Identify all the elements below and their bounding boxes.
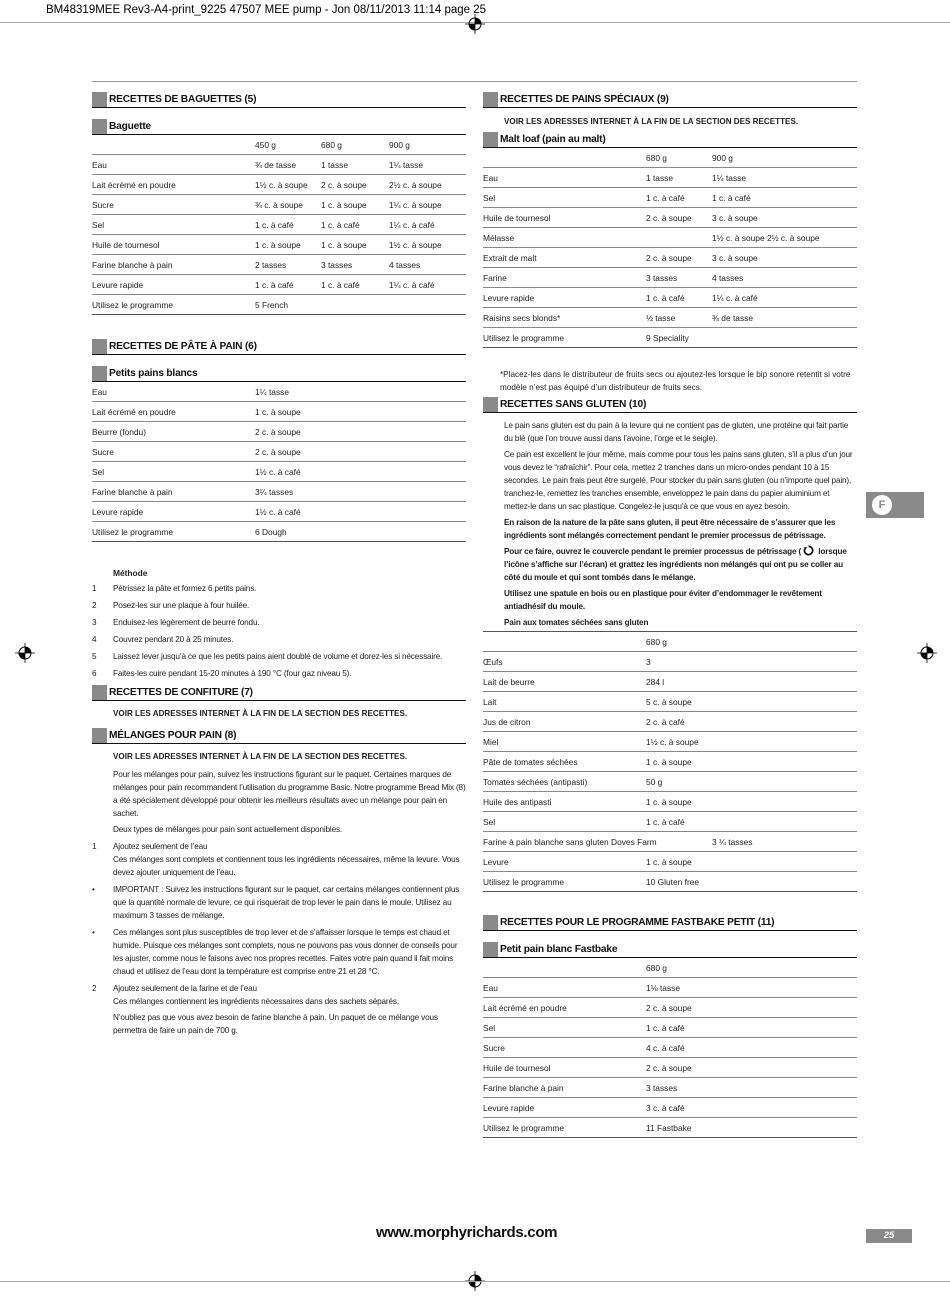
table-cell-value: 2 c. à soupe	[321, 179, 367, 190]
table-cell-value: 2 c. à soupe	[646, 1002, 692, 1013]
table-row	[92, 255, 466, 275]
section-heading-pate: RECETTES DE PÂTE À PAIN (6)	[92, 339, 466, 355]
table-cell-label: Beurre (fondu)	[92, 426, 146, 437]
section-heading-gluten: RECETTES SANS GLUTEN (10)	[483, 397, 857, 413]
heading-marker	[483, 915, 498, 930]
heading-marker	[92, 339, 107, 354]
table-header-row	[92, 135, 466, 155]
table-cell-value: 1 c. à soupe	[646, 756, 692, 767]
table-cell-label: Lait	[483, 696, 497, 707]
table-cell-label: Raisins secs blonds*	[483, 312, 561, 323]
table-cell-label: Utilisez le programme	[92, 526, 173, 537]
table-cell-label: Huile de tournesol	[483, 1062, 551, 1073]
step-number: 3	[92, 618, 97, 627]
table-cell-label: Huile de tournesol	[483, 212, 551, 223]
table-cell-label: Levure rapide	[92, 279, 144, 290]
page-number: 25	[866, 1229, 912, 1243]
table-cell-value: 1 c. à soupe	[646, 796, 692, 807]
table-row	[483, 1098, 857, 1118]
melanges-intro: Pour les mélanges pour pain, suivez les instructions figurant sur le paquet. Certaines marques de mélanges pour pain recommandent l’utilisation du programme Basic. Notre programme Bread Mix (8) a été spécialement développé pour obtenir les meilleurs résultats avec un mélange pour pain en sachet.	[113, 770, 466, 818]
section-heading-baguettes: RECETTES DE BAGUETTES (5)	[92, 92, 466, 108]
table-cell-value: 1 tasse	[646, 172, 674, 183]
table-row	[483, 1078, 857, 1098]
table-cell-value: 1½ c. à soupe	[255, 179, 308, 190]
gluten-storage: Ce pain est excellent le jour même, mais comme pour tous les pains sans gluten, s’il a plus d’un jour vous devez le “rafraîchir”. Pour cela, mettez 2 tranches dans un micro-ondes pendant 10 à 15 secondes. Le pain frais peut être surgelé. Pour stocker du pain sans gluten (ou n’importe quel pain), tranchez-le, remettez les tranches ensemble, enveloppez le pain dans du papier aluminium et mettez-le dans un sac plastique. Congelez-le jusqu’à ce que vous en ayez besoin.	[504, 450, 853, 511]
method-step	[92, 631, 466, 648]
table-cell-value: 1¼ c. à café	[712, 292, 758, 303]
table-row	[483, 308, 857, 328]
table-cell-value: 50 g	[646, 776, 663, 787]
table-cell-value: 1 c. à café	[321, 219, 360, 230]
table-cell-value: 2 c. à soupe	[255, 446, 301, 457]
table-cell-value: 3 tasses	[646, 272, 678, 283]
table-cell-label: Farine blanche à pain	[92, 259, 173, 270]
table-row	[92, 442, 466, 462]
recipe-heading-tomates: Pain aux tomates séchées sans gluten	[504, 618, 649, 627]
table-cell-value: 3 c. à soupe	[712, 252, 758, 263]
table-cell-label: Sel	[483, 192, 496, 203]
table-cell-label: Farine à pain blanche sans gluten Doves Farm	[483, 836, 657, 847]
method-step	[92, 597, 466, 614]
table-row	[483, 228, 857, 248]
speciaux-note: VOIR LES ADRESSES INTERNET À LA FIN DE LA SECTION DES RECETTES.	[504, 117, 799, 126]
table-cell-value: 900 g	[389, 139, 410, 150]
table-row	[483, 732, 857, 752]
table-row	[92, 215, 466, 235]
table-cell-value: 5 French	[255, 299, 289, 310]
step-number: 6	[92, 669, 97, 678]
table-cell-value: 1½ c. à soupe	[389, 239, 442, 250]
method-steps	[92, 580, 466, 682]
table-row	[483, 1058, 857, 1078]
table-cell-value: 3 c. à café	[646, 1102, 685, 1113]
table-cell-value: 1 c. à café	[255, 279, 294, 290]
table-cell-value: 3¼ tasses	[255, 486, 294, 497]
table-cell-value: ¾ c. à soupe	[255, 199, 303, 210]
step-text: Enduisez-les légèrement de beurre fondu.	[113, 618, 260, 627]
recipe-heading-malt-loaf: Malt loaf (pain au malt)	[483, 132, 857, 148]
melanges-note: VOIR LES ADRESSES INTERNET À LA FIN DE LA SECTION DES RECETTES.	[113, 752, 408, 761]
method-step	[92, 580, 466, 597]
table-cell-label: Farine blanche à pain	[92, 486, 173, 497]
table-cell-value: ¾ de tasse	[712, 312, 753, 323]
table-row	[92, 522, 466, 542]
table-cell-label: Levure	[483, 856, 509, 867]
table-cell-value: 3	[646, 656, 651, 667]
table-cell-value: 2 c. à soupe	[646, 212, 692, 223]
recipe-heading-baguette: Baguette	[92, 119, 466, 135]
table-cell-value: 1 c. à soupe	[321, 239, 367, 250]
table-cell-label: Eau	[483, 172, 498, 183]
table-cell-value: 6 Dough	[255, 526, 287, 537]
recipe-heading-petits-pains: Petits pains blancs	[92, 366, 466, 382]
table-cell-value: 900 g	[712, 152, 733, 163]
table-cell-value: 2 tasses	[255, 259, 287, 270]
table-cell-value: 680 g	[646, 962, 667, 973]
step-number: 2	[92, 601, 97, 610]
table-row	[483, 248, 857, 268]
table-cell-value: 9 Speciality	[646, 332, 689, 343]
table-cell-label: Extrait de malt	[483, 252, 537, 263]
table-row	[92, 275, 466, 295]
table-row	[483, 268, 857, 288]
table-cell-value: 1 c. à café	[712, 192, 751, 203]
table-cell-label: Farine	[483, 272, 507, 283]
table-cell-label: Huile des antipasti	[483, 796, 552, 807]
table-cell-value: 284 l	[646, 676, 665, 687]
heading-marker	[92, 119, 107, 134]
table-row	[483, 188, 857, 208]
tomates-table	[483, 631, 857, 892]
list-item: • IMPORTANT : Suivez les instructions figurant sur le paquet, car certains mélanges contiennent plus que la quantité normale de levure, ce qui risquerait de trop lever le pain dans le moule. Utilisez au maximum 3 tasses de mélange.	[92, 885, 460, 920]
table-row	[483, 772, 857, 792]
table-cell-value: 10 Gluten free	[646, 876, 700, 887]
website-url: www.morphyrichards.com	[376, 1224, 558, 1241]
table-cell-label: Jus de citron	[483, 716, 531, 727]
table-cell-label: Utilisez le programme	[483, 1122, 564, 1133]
gluten-intro: Le pain sans gluten est du pain à la levure qui ne contient pas de gluten, une protéine qui fait partie du blé (que l’on trouve aussi dans l’avoine, l’orge et le seigle).	[504, 421, 849, 443]
table-row	[483, 328, 857, 348]
table-cell-label: Lait de beurre	[483, 676, 535, 687]
registration-mark-top	[465, 14, 485, 34]
gluten-scrape: Pour ce faire, ouvrez le couvercle pendant le premier processus de pétrissage ( lorsque l’icône s’affiche sur l’écran) et grattez les ingrédients non mélangés qui ont pu se coller au côté du moule et qui sont tombés dans le mélange.	[504, 547, 847, 582]
registration-mark-right	[917, 643, 937, 663]
table-cell-value: 3 tasses	[321, 259, 353, 270]
heading-marker	[483, 92, 498, 107]
table-row	[92, 235, 466, 255]
table-header-row	[483, 148, 857, 168]
table-cell-value: 680 g	[646, 636, 667, 647]
table-row	[483, 1038, 857, 1058]
table-cell-value: 1⅛ tasse	[646, 982, 680, 993]
step-text: Couvrez pendant 20 à 25 minutes.	[113, 635, 234, 644]
table-cell-value: 1 c. à café	[646, 292, 685, 303]
gluten-spatula: Utilisez une spatule en bois ou en plastique pour éviter d’endommager le revêtement antiadhésif du moule.	[504, 589, 822, 611]
table-cell-label: Œufs	[483, 656, 503, 667]
table-row	[483, 208, 857, 228]
table-cell-label: Eau	[92, 386, 107, 397]
table-row	[483, 288, 857, 308]
table-row	[92, 175, 466, 195]
malt-footnote: *Placez-les dans le distributeur de fruits secs ou ajoutez-les lorsque le bip sonore retentit si votre modèle n’est pas équipé d’un distributeur de fruits secs.	[500, 370, 851, 392]
table-cell-label: Sel	[92, 219, 105, 230]
table-cell-value: 1 c. à café	[646, 1022, 685, 1033]
table-header-row	[483, 632, 857, 652]
method-step	[92, 665, 466, 682]
top-rule	[92, 81, 857, 82]
table-row	[483, 998, 857, 1018]
table-row	[483, 872, 857, 892]
table-row	[483, 852, 857, 872]
petits-pains-table	[92, 382, 466, 542]
method-step	[92, 648, 466, 665]
table-row	[483, 752, 857, 772]
table-cell-value: 3 tasses	[646, 1082, 678, 1093]
fastbake-table	[483, 958, 857, 1138]
left-column	[92, 92, 466, 1037]
table-cell-value: 1¼ c. à soupe	[389, 199, 442, 210]
table-cell-label: Mélasse	[483, 232, 515, 243]
table-cell-value: 2 c. à soupe	[646, 252, 692, 263]
malt-loaf-table	[483, 148, 857, 348]
method-step	[92, 614, 466, 631]
heading-marker	[483, 942, 498, 957]
table-cell-label: Pâte de tomates séchées	[483, 756, 578, 767]
table-cell-label: Sucre	[483, 1042, 505, 1053]
table-cell-value: ½ tasse	[646, 312, 676, 323]
table-cell-value: 1¼ tasse	[389, 159, 423, 170]
table-cell-label: Tomates séchées (antipasti)	[483, 776, 588, 787]
table-row	[483, 812, 857, 832]
table-cell-value: 2 c. à soupe	[255, 426, 301, 437]
table-cell-label: Miel	[483, 736, 499, 747]
print-slug: BM48319MEE Rev3-A4-print_9225 47507 MEE pump - Jon 08/11/2013 11:14 page 25	[46, 4, 487, 16]
table-row	[483, 1018, 857, 1038]
table-cell-label: Levure rapide	[92, 506, 144, 517]
right-column	[483, 92, 857, 1138]
melanges-types: Deux types de mélanges pour pain sont actuellement disponibles.	[113, 825, 343, 834]
registration-mark-left	[15, 643, 35, 663]
table-row	[483, 168, 857, 188]
step-text: Laissez lever jusqu’à ce que les petits pains aient doublé de volume et dorez-les si nécessaire.	[113, 652, 443, 661]
table-cell-label: Utilisez le programme	[92, 299, 173, 310]
table-cell-value: 1½ c. à café	[255, 506, 301, 517]
table-row	[92, 422, 466, 442]
table-row	[483, 712, 857, 732]
step-number: 4	[92, 635, 97, 644]
bottom-rule	[0, 1281, 950, 1282]
table-cell-label: Utilisez le programme	[483, 876, 564, 887]
table-cell-value: 4 tasses	[712, 272, 744, 283]
melanges-list	[92, 840, 466, 1037]
table-row	[483, 1118, 857, 1138]
table-row	[92, 295, 466, 315]
methode-heading: Méthode	[113, 568, 148, 578]
list-item: 1 Ajoutez seulement de l’eau Ces mélanges sont complets et contiennent tous les ingrédients nécessaires, même la levure. Vous devez ajouter uniquement de l’eau.	[92, 842, 460, 877]
table-cell-value: 3 ¼ tasses	[712, 836, 753, 847]
baguette-table	[92, 135, 466, 315]
table-cell-value: 1 c. à soupe	[646, 856, 692, 867]
heading-marker	[92, 92, 107, 107]
step-text: Posez-les sur une plaque à four huilée.	[113, 601, 250, 610]
heading-marker	[92, 728, 107, 743]
table-cell-value: 1¼ tasse	[255, 386, 289, 397]
language-tab	[866, 492, 924, 518]
table-cell-value: 1 c. à café	[646, 816, 685, 827]
table-cell-value: 1½ c. à café	[255, 466, 301, 477]
table-cell-value: 2½ c. à soupe	[389, 179, 442, 190]
table-cell-label: Eau	[92, 159, 107, 170]
table-cell-value: 1½ c. à soupe	[646, 736, 699, 747]
table-cell-label: Huile de tournesol	[92, 239, 160, 250]
table-cell-label: Levure rapide	[483, 292, 535, 303]
table-cell-value: 1 c. à soupe	[321, 199, 367, 210]
table-cell-value: 11 Fastbake	[646, 1122, 692, 1133]
table-cell-label: Sucre	[92, 199, 114, 210]
section-heading-fastbake: RECETTES POUR LE PROGRAMME FASTBAKE PETIT (11)	[483, 915, 857, 931]
table-cell-value: 4 tasses	[389, 259, 421, 270]
heading-marker	[483, 397, 498, 412]
table-cell-value: 2 c. à café	[646, 716, 685, 727]
heading-marker	[92, 685, 107, 700]
section-heading-speciaux: RECETTES DE PAINS SPÉCIAUX (9)	[483, 92, 857, 108]
table-header-row	[483, 958, 857, 978]
table-row	[483, 792, 857, 812]
table-row	[92, 382, 466, 402]
table-cell-value: 1 c. à soupe	[255, 239, 301, 250]
table-cell-value: 680 g	[321, 139, 342, 150]
heading-marker	[92, 366, 107, 381]
table-cell-value: 1¼ c. à café	[389, 279, 435, 290]
confiture-note: VOIR LES ADRESSES INTERNET À LA FIN DE LA SECTION DES RECETTES.	[113, 709, 408, 718]
table-row	[92, 155, 466, 175]
table-row	[92, 195, 466, 215]
table-cell-label: Sel	[483, 1022, 496, 1033]
step-text: Faites-les cuire pendant 15-20 minutes à 190 °C (four gaz niveau 5).	[113, 669, 352, 678]
table-cell-value: 1 c. à café	[255, 219, 294, 230]
table-cell-value: 1 c. à café	[321, 279, 360, 290]
table-row	[483, 832, 857, 852]
table-cell-label: Levure rapide	[483, 1102, 535, 1113]
table-cell-value: 680 g	[646, 152, 667, 163]
recipe-heading-fastbake: Petit pain blanc Fastbake	[483, 942, 857, 958]
table-row	[92, 482, 466, 502]
table-cell-label: Sucre	[92, 446, 114, 457]
heading-marker	[483, 132, 498, 147]
table-cell-value: 1 c. à soupe	[255, 406, 301, 417]
table-row	[92, 502, 466, 522]
list-item: • Ces mélanges sont plus susceptibles de trop lever et de s’affaisser lorsque le temps est chaud et humide. Puisque ces mélanges sont complets, nous ne pouvons pas vous donner de conseils pour les ajuster, comme nous le faisons avec nos propres recettes. Faites votre pain quand il fait moins chaud et utilisez de l’eau dont la température est comprise entre 21 et 28 °C.	[92, 928, 458, 976]
table-cell-value: 2 c. à soupe	[646, 1062, 692, 1073]
table-cell-label: Eau	[483, 982, 498, 993]
table-cell-value: 1¼ c. à café	[389, 219, 435, 230]
table-cell-value: 3 c. à soupe	[712, 212, 758, 223]
section-heading-melanges: MÉLANGES POUR PAIN (8)	[92, 728, 466, 744]
table-row	[92, 402, 466, 422]
section-heading-confiture: RECETTES DE CONFITURE (7)	[92, 685, 466, 701]
table-cell-label: Sel	[92, 466, 105, 477]
table-row	[483, 672, 857, 692]
gluten-mixing: En raison de la nature de la pâte sans gluten, il peut être nécessaire de s’assurer que les ingrédients sont mélangés correctement pendant le premier processus de pétrissage.	[504, 518, 836, 540]
table-cell-value: ¾ de tasse	[255, 159, 296, 170]
step-number: 1	[92, 584, 97, 593]
language-letter: F	[872, 495, 892, 515]
table-cell-label: Utilisez le programme	[483, 332, 564, 343]
table-cell-label: Lait écrémé en poudre	[92, 406, 176, 417]
step-number: 5	[92, 652, 97, 661]
table-cell-label: Lait écrémé en poudre	[92, 179, 176, 190]
table-cell-value: 450 g	[255, 139, 276, 150]
table-row	[483, 652, 857, 672]
table-cell-value: 1½ c. à soupe 2½ c. à soupe	[712, 232, 820, 243]
table-cell-label: Lait écrémé en poudre	[483, 1002, 567, 1013]
table-row	[483, 978, 857, 998]
step-text: Pétrissez la pâte et formez 6 petits pains.	[113, 584, 257, 593]
list-item: 2 Ajoutez seulement de la farine et de l’eau Ces mélanges contiennent les ingrédients nécessaires dans des sachets séparés. N’oubliez pas que vous avez besoin de farine blanche à pain. Un paquet de ce mélange vous permettra de faire un pain de 700 g.	[92, 984, 438, 1035]
table-row	[483, 692, 857, 712]
table-cell-value: 4 c. à café	[646, 1042, 685, 1053]
table-cell-label: Sel	[483, 816, 496, 827]
table-row	[92, 462, 466, 482]
table-cell-value: 1 tasse	[321, 159, 349, 170]
table-cell-value: 5 c. à soupe	[646, 696, 692, 707]
table-cell-value: 1¼ tasse	[712, 172, 746, 183]
table-cell-label: Farine blanche à pain	[483, 1082, 564, 1093]
knead-icon	[803, 545, 814, 556]
table-cell-value: 1 c. à café	[646, 192, 685, 203]
